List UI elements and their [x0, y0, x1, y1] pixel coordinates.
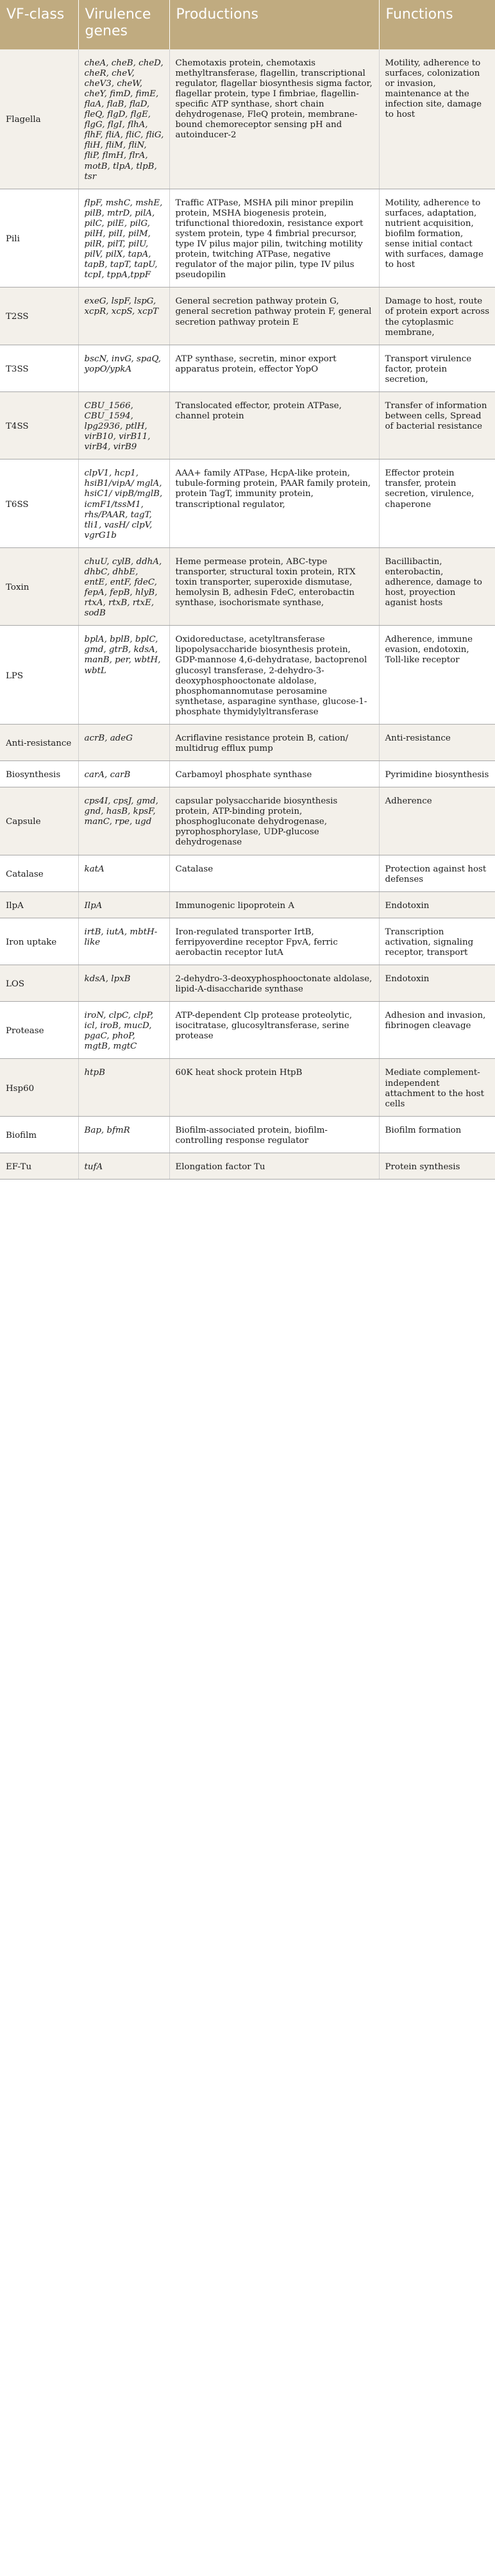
vf-class-cell: Toxin: [0, 547, 78, 625]
productions-cell: AAA+ family ATPase, HcpA-like protein, tubule-forming protein, PAAR family protein, protein TagT, immunity protein, transcriptional regulator,: [169, 459, 379, 548]
virulence-genes-cell: clpV1, hcp1, hsiB1/vipA/ mglA, hsiC1/ vipB/mglB, icmF1/tssM1, rhs/PAAR, tagT, tli1, vasH/ clpV, vgrG1b: [78, 459, 169, 548]
header-row: [0, 0, 495, 49]
productions-cell: Catalase: [169, 855, 379, 891]
productions-cell: ATP-dependent Clp protease proteolytic, isocitratase, glucosyltransferase, serine protease: [169, 1002, 379, 1059]
table-row: [0, 391, 495, 459]
vf-class-cell: Biosynthesis: [0, 761, 78, 787]
virulence-genes-cell: acrB, adeG: [78, 724, 169, 760]
table-body: [0, 49, 495, 1180]
functions-cell: Adherence: [379, 787, 495, 855]
virulence-genes-cell: flpF, mshC, mshE, pilB, mtrD, pilA, pilC, pilE, pilG, pilH, pilI, pilM, pilR, pilT, pilU, pilV, pilX, tapA, tapB, tapT, tapU, tcpI, tppA,tppF: [78, 189, 169, 288]
functions-cell: Effector protein transfer, protein secretion, virulence, chaperone: [379, 459, 495, 548]
vf-class-cell: T6SS: [0, 459, 78, 548]
functions-cell: Pyrimidine biosynthesis: [379, 761, 495, 787]
table-row: [0, 855, 495, 891]
table-row: [0, 547, 495, 625]
table-header: [0, 0, 495, 49]
productions-cell: Acriflavine resistance protein B, cation/ multidrug efflux pump: [169, 724, 379, 760]
productions-cell: Translocated effector, protein ATPase, channel protein: [169, 391, 379, 459]
productions-cell: ATP synthase, secretin, minor export apparatus protein, effector YopO: [169, 345, 379, 391]
table-row: [0, 459, 495, 548]
functions-cell: Protection against host defenses: [379, 855, 495, 891]
productions-cell: Chemotaxis protein, chemotaxis methyltransferase, flagellin, transcriptional regulator, flagellar biosynthesis sigma factor, flagellar protein, type I fimbriae, flagellin-specific ATP synthase, short chain dehydrogenase, FleQ protein, membrane-bound chemoreceptor sensing pH and autoinducer-2: [169, 49, 379, 189]
virulence-genes-cell: carA, carB: [78, 761, 169, 787]
functions-cell: Transcription activation, signaling receptor, transport: [379, 918, 495, 965]
header-vf-class: VF-class: [0, 0, 78, 49]
productions-cell: Heme permease protein, ABC-type transporter, structural toxin protein, RTX toxin transporter, superoxide dismutase, hemolysin B, adhesin FdeC, enterobactin synthase, isochorismate synthase,: [169, 547, 379, 625]
table-row: [0, 965, 495, 1002]
productions-cell: 2-dehydro-3-deoxyphosphooctonate aldolase, lipid-A-disaccharide synthase: [169, 965, 379, 1002]
functions-cell: Adhesion and invasion, fibrinogen cleavage: [379, 1002, 495, 1059]
virulence-genes-cell: exeG, lspF, lspG, xcpR, xcpS, xcpT: [78, 288, 169, 345]
table-row: [0, 49, 495, 189]
functions-cell: Protein synthesis: [379, 1153, 495, 1179]
virulence-genes-cell: Bap, bfmR: [78, 1116, 169, 1153]
vf-class-cell: T4SS: [0, 391, 78, 459]
header-functions: Functions: [379, 0, 495, 49]
functions-cell: Anti-resistance: [379, 724, 495, 760]
functions-cell: Transport virulence factor, protein secretion,: [379, 345, 495, 391]
table-row: [0, 345, 495, 391]
functions-cell: Adherence, immune evasion, endotoxin, Toll-like receptor: [379, 626, 495, 725]
table-row: [0, 891, 495, 918]
virulence-genes-cell: cheA, cheB, cheD, cheR, cheV, cheV3, cheW, cheY, fimD, fimE, flaA, flaB, flaD, fleQ, flgD, flgE, flgG, flgI, flhA, flhF, fliA, fliC, fliG, fliH, fliM, fliN, fliP, flmH, flrA, motB, tlpA, tlpB, tsr: [78, 49, 169, 189]
header-productions: Productions: [169, 0, 379, 49]
table-row: [0, 761, 495, 787]
vf-class-cell: Flagella: [0, 49, 78, 189]
productions-cell: Biofilm-associated protein, biofilm-controlling response regulator: [169, 1116, 379, 1153]
productions-cell: capsular polysaccharide biosynthesis protein, ATP-binding protein, phosphogluconate dehydrogenase, pyrophosphorylase, UDP-glucose dehydrogenase: [169, 787, 379, 855]
functions-cell: Bacillibactin, enterobactin, adherence, damage to host, proyection aganist hosts: [379, 547, 495, 625]
functions-cell: Endotoxin: [379, 891, 495, 918]
table-row: [0, 787, 495, 855]
productions-cell: Elongation factor Tu: [169, 1153, 379, 1179]
productions-cell: Iron-regulated transporter IrtB, ferripyoverdine receptor FpvA, ferric aerobactin receptor IutA: [169, 918, 379, 965]
header-virulence-genes: Virulence genes: [78, 0, 169, 49]
vf-class-cell: EF-Tu: [0, 1153, 78, 1179]
productions-cell: Traffic ATPase, MSHA pili minor prepilin protein, MSHA biogenesis protein, trifunctional thioredoxin, resistance export system protein, type 4 fimbrial precursor, type IV pilus major pilin, twitching motility protein, twitching ATPase, negative regulator of the major pilin, type IV pilus pseudopilin: [169, 189, 379, 288]
virulence-genes-cell: tufA: [78, 1153, 169, 1179]
virulence-factor-table: [0, 0, 495, 1180]
functions-cell: Biofilm formation: [379, 1116, 495, 1153]
virulence-genes-cell: bplA, bplB, bplC, gmd, gtrB, kdsA, manB, per, wbtH, wbtL: [78, 626, 169, 725]
table-row: [0, 1002, 495, 1059]
table-row: [0, 1116, 495, 1153]
virulence-genes-cell: CBU_1566, CBU_1594, lpg2936, ptlH, virB10, virB11, virB4, virB9: [78, 391, 169, 459]
vf-class-cell: Catalase: [0, 855, 78, 891]
functions-cell: Transfer of information between cells, Spread of bacterial resistance: [379, 391, 495, 459]
productions-cell: Immunogenic lipoprotein A: [169, 891, 379, 918]
virulence-genes-cell: iroN, clpC, clpP, icl, iroB, mucD, pgaC, phoP, mgtB, mgtC: [78, 1002, 169, 1059]
vf-class-cell: Protease: [0, 1002, 78, 1059]
vf-class-cell: Biofilm: [0, 1116, 78, 1153]
functions-cell: Motility, adherence to surfaces, adaptation, nutrient acquisition, biofilm formation, sense initial contact with surfaces, damage to host: [379, 189, 495, 288]
table-row: [0, 918, 495, 965]
productions-cell: General secretion pathway protein G, general secretion pathway protein F, general secretion pathway protein E: [169, 288, 379, 345]
virulence-genes-cell: katA: [78, 855, 169, 891]
functions-cell: Motility, adherence to surfaces, colonization or invasion, maintenance at the infection site, damage to host: [379, 49, 495, 189]
virulence-genes-cell: IlpA: [78, 891, 169, 918]
productions-cell: 60K heat shock protein HtpB: [169, 1059, 379, 1116]
virulence-genes-cell: bscN, invG, spaQ, yopO/ypkA: [78, 345, 169, 391]
productions-cell: Carbamoyl phosphate synthase: [169, 761, 379, 787]
virulence-genes-cell: irtB, iutA, mbtH-like: [78, 918, 169, 965]
vf-class-cell: T2SS: [0, 288, 78, 345]
vf-class-cell: Capsule: [0, 787, 78, 855]
functions-cell: Damage to host, route of protein export across the cytoplasmic membrane,: [379, 288, 495, 345]
table-row: [0, 724, 495, 760]
vf-class-cell: IlpA: [0, 891, 78, 918]
functions-cell: Endotoxin: [379, 965, 495, 1002]
table-row: [0, 626, 495, 725]
vf-class-cell: Anti-resistance: [0, 724, 78, 760]
vf-class-cell: LPS: [0, 626, 78, 725]
vf-class-cell: Hsp60: [0, 1059, 78, 1116]
table-row: [0, 1153, 495, 1179]
productions-cell: Oxidoreductase, acetyltransferase lipopolysaccharide biosynthesis protein, GDP-mannose 4,6-dehydratase, bactoprenol glucosyl transferase, 2-dehydro-3-deoxyphosphooctonate aldolase, phosphomannomutase perosamine synthetase, asparagine synthase, glucose-1-phosphate thymidylyltransferase: [169, 626, 379, 725]
vf-class-cell: LOS: [0, 965, 78, 1002]
table-row: [0, 189, 495, 288]
table-row: [0, 1059, 495, 1116]
virulence-genes-cell: htpB: [78, 1059, 169, 1116]
virulence-genes-cell: cps4I, cpsJ, gmd, gnd, hasB, kpsF, manC, rpe, ugd: [78, 787, 169, 855]
vf-class-cell: Pili: [0, 189, 78, 288]
vf-class-cell: Iron uptake: [0, 918, 78, 965]
virulence-genes-cell: chuU, cylB, ddhA, dhbC, dhbE, entE, entF, fdeC, fepA, fepB, hlyB, rtxA, rtxB, rtxE, sodB: [78, 547, 169, 625]
vf-class-cell: T3SS: [0, 345, 78, 391]
virulence-genes-cell: kdsA, lpxB: [78, 965, 169, 1002]
table-row: [0, 288, 495, 345]
functions-cell: Mediate complement-independent attachment to the host cells: [379, 1059, 495, 1116]
